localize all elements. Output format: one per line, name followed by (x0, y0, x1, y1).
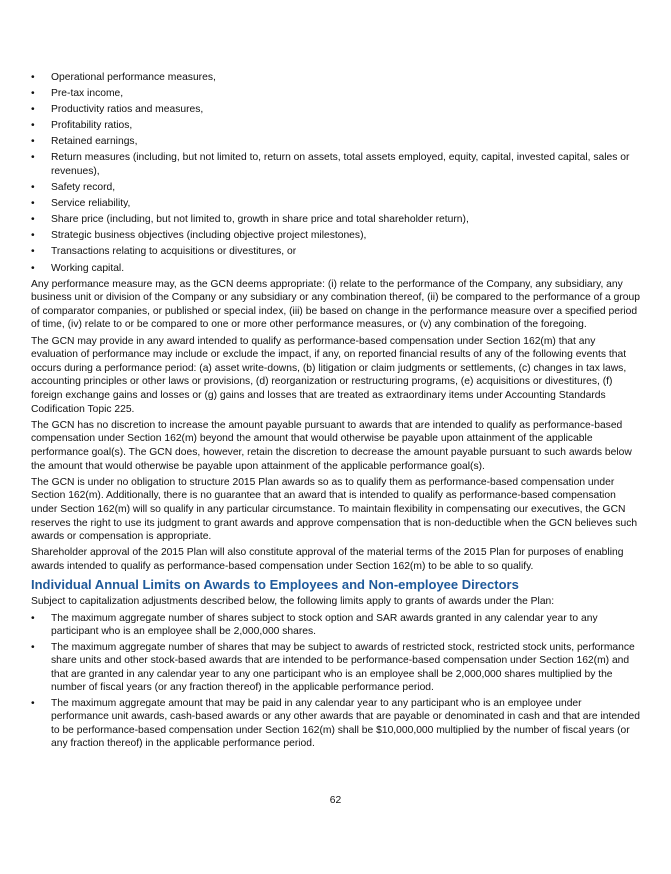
list-item: • Profitability ratios, (31, 120, 133, 132)
paragraph-gcn-discretion: The GCN has no discretion to increase the amount payable pursuant to awards that are intended to qualify as performance-based compensation under Section 162(m) beyond the amount that would otherwise be payable upon attainment of the applicable performance goal(s). The GCN does, however, retain the discretion to decrease the amount payable pursuant to such awards below the amount that would otherwise be payable upon attainment of the applicable performance goal(s). (31, 419, 632, 472)
paragraph-performance-measure-scope: Any performance measure may, as the GCN deems appropriate: (i) relate to the performance of the Company, any subsidiary, any business unit or division of the Company or any subsidiary or any combination thereof, (ii) be compared to the performance of a group of comparator companies, or published or special index, (iii) be based on change in the performance measure over a specified period of time, (iv) relate to or be compared to one or more other performance measures, or (v) any combination of the foregoing. (31, 278, 640, 331)
section-heading: Individual Annual Limits on Awards to Employees and Non-employee Directors (31, 577, 519, 593)
list-item: • Pre-tax income, (31, 88, 124, 100)
list-item: • Share price (including, but not limited to, growth in share price and total shareholder return), (31, 214, 469, 226)
award-limits-list (31, 612, 641, 751)
paragraph-gcn-obligation: The GCN is under no obligation to structure 2015 Plan awards so as to qualify them as performance-based compensation under Section 162(m). Additionally, there is no guarantee that an award that is intended to qualify as performance-based compensation under Section 162(m) will so qualify in any particular circumstance. To maintain flexibility in compensating our executives, the GCN reserves the right to use its judgment to grant awards and approve compensation that is non-deductible when the GCN believes such awards or compensation is appropriate. (31, 476, 638, 543)
list-item: • The maximum aggregate number of shares subject to stock option and SAR awards granted in any calendar year to any participant who is an employee shall be 2,000,000 shares. (31, 612, 598, 638)
list-item: • Productivity ratios and measures, (31, 104, 204, 116)
list-item: • Safety record, (31, 182, 116, 194)
list-item: • Return measures (including, but not limited to, return on assets, total assets employed, equity, capital, invested capital, sales or revenues), (31, 152, 630, 177)
section-intro: Subject to capitalization adjustments described below, the following limits apply to grants of awards under the Plan: (31, 596, 555, 608)
list-item: • Service reliability, (31, 198, 131, 210)
list-item: • Transactions relating to acquisitions or divestitures, or (31, 246, 297, 258)
page-content (31, 71, 641, 753)
list-item: • Strategic business objectives (including objective project milestones), (31, 230, 367, 242)
list-item: • The maximum aggregate number of shares that may be subject to awards of restricted stock, restricted stock units, performance share units and other stock-based awards that are intended to be performance-based compensation under Section 162(m) and that are granted in any calendar year to any one participant who is an employee shall be 2,000,000 shares multiplied by the number of fiscal years (or any fraction thereof) in the applicable performance period. (31, 641, 635, 694)
list-item: • Working capital. (31, 262, 125, 274)
performance-measures-list (31, 71, 641, 275)
paragraph-performance-evaluation: The GCN may provide in any award intended to qualify as performance-based compensation under Section 162(m) that any evaluation of performance may include or exclude the impact, if any, on reported financial results of any of the following events that occurs during a performance period: (a) asset write-downs, (b) litigation or claim judgments or settlements, (c) changes in tax laws, accounting principles or other laws or provisions, (d) reorganization or restructuring programs, (e) acquisitions or divestitures, (f) foreign exchange gains and losses or (g) gains and losses that are treated as extraordinary items under Accounting Standards Codification Topic 225. (31, 335, 627, 415)
list-item: • Operational performance measures, (31, 72, 216, 83)
list-item: • Retained earnings, (31, 136, 138, 148)
paragraph-shareholder-approval: Shareholder approval of the 2015 Plan will also constitute approval of the material terms of the 2015 Plan for purposes of enabling awards intended to qualify as performance-based compensation under Section 162(m) to be able to so qualify. (31, 547, 624, 572)
page-number: 62 (329, 795, 342, 806)
list-item: • The maximum aggregate amount that may be paid in any calendar year to any participant who is an employee under performance unit awards, cash-based awards or any other awards that are payable or denominated in cash and that are intended to be performance-based compensation under Section 162(m) shall be $10,000,000 multiplied by the number of fiscal years (or any fraction thereof) in the applicable performance period. (31, 697, 640, 750)
